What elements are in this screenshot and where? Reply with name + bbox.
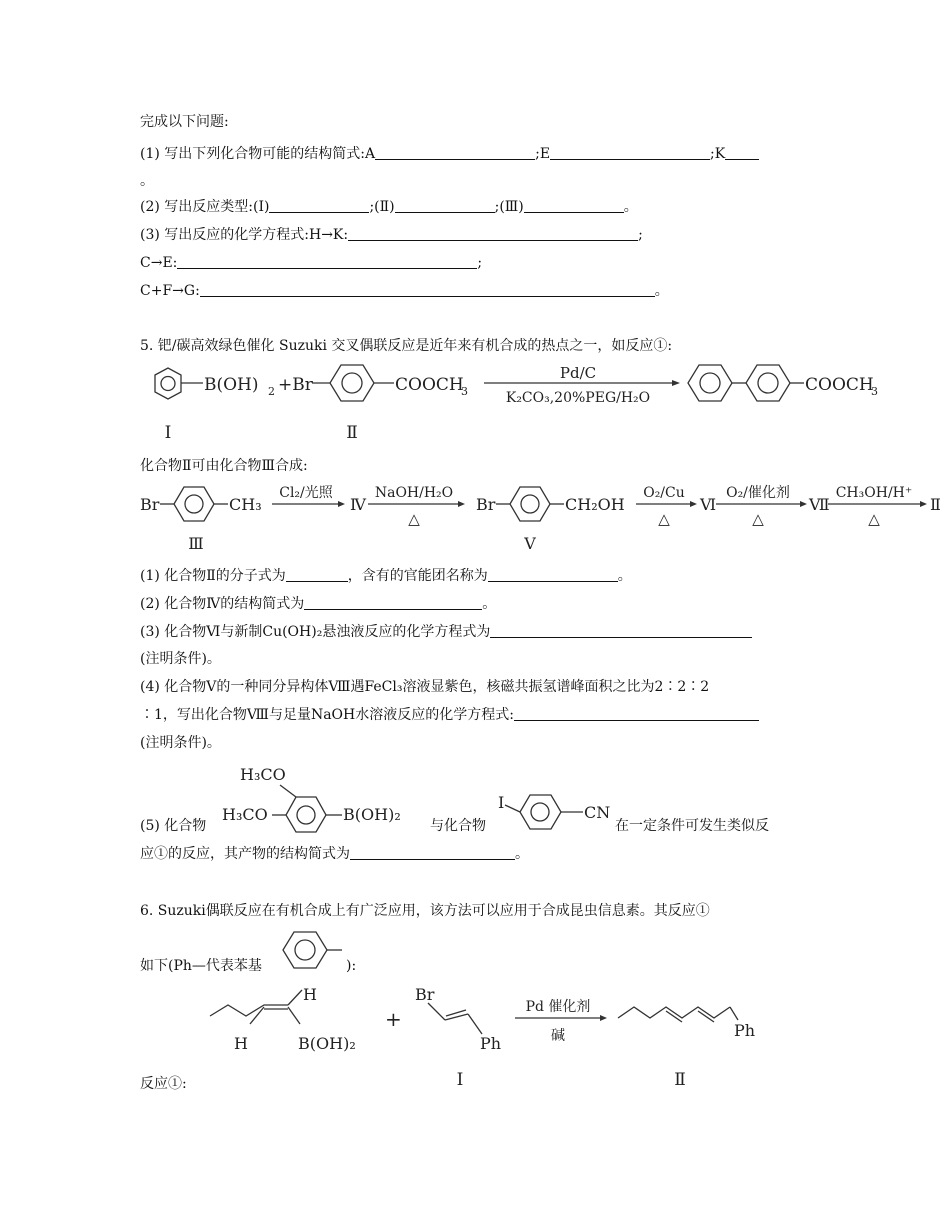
reaction-q6-scheme <box>210 985 755 1090</box>
q5-synth-intro: 化合物Ⅱ可由化合物Ⅲ合成: <box>140 458 308 474</box>
base-condition: 碱 <box>551 1028 565 1044</box>
reagent-boh: B(OH) <box>204 375 259 395</box>
chain-compound-6: Ⅵ <box>700 495 717 514</box>
q5-part2 <box>140 595 496 613</box>
vinyl-h-top: H <box>303 985 317 1004</box>
q5-part5-line2 <box>140 845 529 863</box>
q4-part3-end: ; <box>638 227 643 243</box>
arrow-head-7 <box>600 1015 607 1021</box>
answer-blank-formula[interactable] <box>286 567 348 582</box>
heat-1: △ <box>408 510 420 528</box>
q5-part5-e: 。 <box>515 846 529 862</box>
condition-k2co3: K₂CO₃,20%PEG/H₂O <box>505 390 651 406</box>
answer-blank-product[interactable] <box>350 845 515 860</box>
label-q6-compound-2: Ⅱ <box>674 1070 686 1090</box>
heat-3: △ <box>752 510 764 528</box>
label-compound-3: Ⅲ <box>188 534 204 553</box>
boronic-group: B(OH)₂ <box>343 805 401 824</box>
q5-part1 <box>140 567 632 585</box>
q4-part2-end: 。 <box>623 199 638 215</box>
arrow-head-3 <box>458 501 465 507</box>
q5-part4-b <box>140 706 759 724</box>
q4-part1-prefix: (1) 写出下列化合物可能的结构简式:A <box>140 146 376 162</box>
arrow-head-4 <box>690 501 697 507</box>
chain-compound-7: Ⅶ <box>809 495 830 514</box>
chain-compound-4: Ⅳ <box>350 495 366 514</box>
vinyl-boronic: B(OH)₂ <box>298 1034 356 1053</box>
q6-phenyl-b: ): <box>346 958 357 974</box>
q4-part2-sep-3: ;(Ⅲ) <box>494 199 524 215</box>
condition-o2cat: O₂/催化剂 <box>726 485 790 501</box>
biphenyl-product <box>688 365 804 401</box>
label-compound-5: Ⅴ <box>524 534 536 553</box>
plus-sign: + <box>385 1007 402 1031</box>
label-compound-2: Ⅱ <box>346 423 358 443</box>
vinyl-br: Br <box>415 985 435 1004</box>
benzene-ring-3 <box>174 487 214 521</box>
arrow-head-6 <box>920 501 927 507</box>
vinyl-h-bottom: H <box>234 1034 248 1053</box>
q6-intro: 6. Suzuki偶联反应在有机合成上有广泛应用，该方法可以应用于合成昆虫信息素。其反应① <box>140 903 710 919</box>
reaction-1-scheme <box>155 364 878 443</box>
arrow-head-2 <box>338 501 345 507</box>
answer-blank-naoh[interactable] <box>514 706 759 721</box>
q5-part2-a: (2) 化合物Ⅳ的结构简式为 <box>140 596 305 612</box>
q4-part3-prefix: (3) 写出反应的化学方程式:H→K: <box>140 227 349 243</box>
methoxy-boronic-molecule <box>222 765 401 832</box>
pd-catalyst: Pd 催化剂 <box>525 999 591 1015</box>
benzene-ring-4 <box>510 487 550 521</box>
answer-blank-cuoh2[interactable] <box>490 623 752 638</box>
q4-part1-sep-e: ;E <box>535 146 551 162</box>
q5-part3-a: (3) 化合物Ⅵ与新制Cu(OH)₂悬浊液反应的化学方程式为 <box>140 624 491 640</box>
q4-part1-end: 。 <box>140 173 154 189</box>
q4-ce-end: ; <box>477 255 483 271</box>
benzene-ring-5 <box>286 797 326 832</box>
q4-part2-prefix: (2) 写出反应类型:(Ⅰ) <box>140 199 270 215</box>
q5-part5-a: (5) 化合物 <box>140 818 207 834</box>
condition-o2cu: O₂/Cu <box>643 485 685 501</box>
plus-br: +Br <box>278 375 313 395</box>
q5-part2-b: 。 <box>482 596 497 612</box>
q4-cfg-prefix: C+F→G: <box>140 283 200 299</box>
q5-intro: 5. 钯/碳高效绿色催化 Suzuki 交叉偶联反应是近年来有机合成的热点之一，如反应①: <box>140 338 673 354</box>
benzene-ring-2 <box>312 365 394 401</box>
vinyl-ph-1: Ph <box>480 1034 502 1053</box>
label-compound-1: Ⅰ <box>164 423 172 443</box>
benzene-ring-1 <box>155 368 203 399</box>
q5-part4-a: (4) 化合物Ⅴ的一种同分异构体Ⅷ遇FeCl₃溶液显紫色，核磁共振氢谱峰面积之比为2∶2∶2 <box>140 679 710 695</box>
condition-cl2: Cl₂/光照 <box>279 485 333 501</box>
q4-intro: 完成以下问题: <box>140 114 229 130</box>
q4-part2-sep-2: ;(Ⅱ) <box>369 199 395 215</box>
answer-blank-group[interactable] <box>488 567 618 582</box>
q5-part3 <box>140 623 752 641</box>
q5-part3-note: (注明条件)。 <box>140 651 221 667</box>
q5-part4-note: (注明条件)。 <box>140 735 221 751</box>
q5-part4-b-text: ∶1，写出化合物Ⅷ与足量NaOH水溶液反应的化学方程式: <box>140 707 514 723</box>
iodobenzonitrile-molecule <box>498 793 610 829</box>
iodo-atom: I <box>498 793 505 812</box>
q5-part1-b: ，含有的官能团名称为 <box>347 568 488 584</box>
chain-ch2oh: CH₂OH <box>565 495 625 514</box>
q4-ce-prefix: C→E: <box>140 255 178 271</box>
ester-sub: 3 <box>461 385 468 398</box>
synthesis-chain <box>140 484 941 553</box>
q6-phenyl-a: 如下(Ph—代表苯基 <box>140 958 262 974</box>
q5-part5-d: 应①的反应，其产物的结构简式为 <box>140 846 350 862</box>
chain-br-2: Br <box>476 495 496 514</box>
q5-part5-b: 与化合物 <box>430 818 486 834</box>
cn-group: CN <box>584 803 611 822</box>
chain-br-1: Br <box>140 495 160 514</box>
arrow-head-1 <box>672 380 680 386</box>
h3co-top: H₃CO <box>240 765 286 784</box>
q5-part1-a: (1) 化合物Ⅱ的分子式为 <box>140 568 286 584</box>
diene-ph: Ph <box>734 1021 756 1040</box>
q4-part1-sep-k: ;K <box>710 146 726 162</box>
phenyl-group-figure <box>283 932 342 968</box>
reagent-boh-sub: 2 <box>268 385 275 398</box>
catalyst-pdc: Pd/C <box>559 364 597 382</box>
product-ester-sub: 3 <box>871 385 878 398</box>
heat-2: △ <box>658 510 670 528</box>
product-ester: COOCH <box>805 375 874 395</box>
q5-part5-c: 在一定条件可发生类似反 <box>615 818 769 834</box>
chain-ch3: CH₃ <box>229 495 262 514</box>
benzene-ring-7 <box>283 932 327 968</box>
arrow-head-5 <box>800 501 807 507</box>
answer-blank-structure-4[interactable] <box>304 595 482 610</box>
q5-part1-c: 。 <box>617 568 632 584</box>
chain-compound-2: Ⅱ <box>930 495 941 514</box>
q4-cfg-end: 。 <box>654 283 669 299</box>
label-q6-compound-1: Ⅰ <box>456 1070 464 1090</box>
q6-reaction-label: 反应①: <box>140 1076 187 1092</box>
benzene-ring-6 <box>520 795 561 829</box>
heat-4: △ <box>868 510 880 528</box>
h3co-left: H₃CO <box>222 805 268 824</box>
ester-group: COOCH <box>395 375 464 395</box>
condition-naoh: NaOH/H₂O <box>374 485 454 501</box>
condition-meoh: CH₃OH/H⁺ <box>835 485 913 501</box>
